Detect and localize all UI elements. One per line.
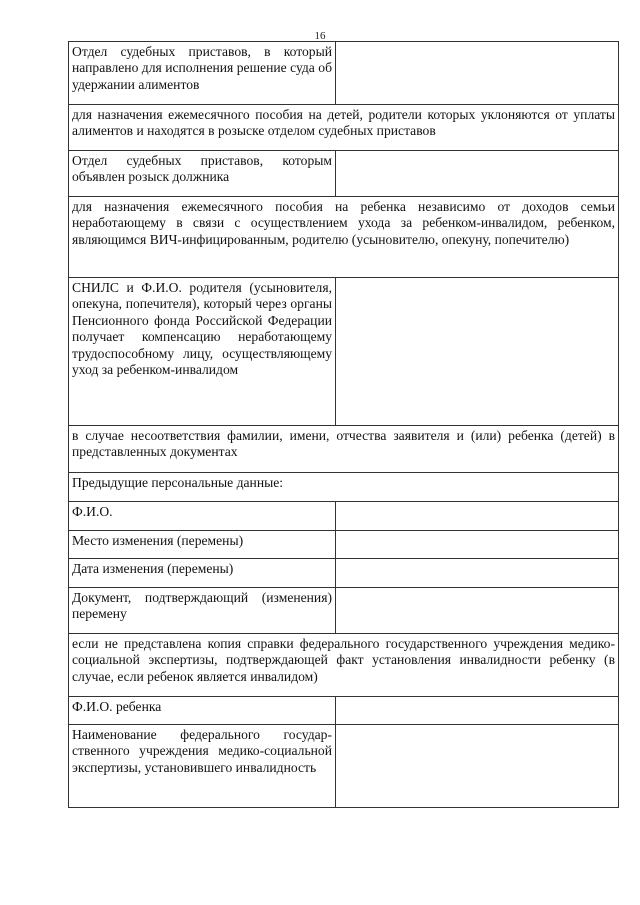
section-disability-certificate-text: если не представлена копия справки федерального государственного учреждения медико-социальной экспертизы, подтверждающей факт установления инвалидности ребенку (в случае, если ребенок является инвалидом) — [69, 634, 619, 697]
label-change-place: Место изменения (перемены) — [69, 531, 336, 559]
label-child-fio: Ф.И.О. ребенка — [69, 697, 336, 725]
row-previous-fio — [69, 502, 619, 531]
application-form-table — [68, 41, 619, 808]
row-bailiff-search — [69, 151, 619, 197]
row-change-date — [69, 559, 619, 588]
field-change-date[interactable] — [336, 559, 619, 588]
section-name-mismatch-text: в случае несоответствия фамилии, имени, отчества заявителя и (или) ребенка (детей) в представленных документах — [69, 426, 619, 473]
section-previous-personal-data — [69, 473, 619, 502]
row-snils-parent — [69, 278, 619, 426]
page-number: 16 — [314, 30, 326, 42]
field-bailiff-search[interactable] — [336, 151, 619, 197]
label-bailiff-execution: Отдел судебных приставов, в который направлено для исполнения решение суда об удержании алиментов — [69, 42, 336, 105]
row-change-place — [69, 531, 619, 559]
section-disabled-child-care-text: для назначения ежемесячного пособия на ребенка независимо от доходов семьи неработающему в связи с осуществлением ухода за ребенком-инвалидом, ребенком, являющимся ВИЧ-инфицированным, родителю (усыновителю, опекуну, попечителю) — [69, 197, 619, 278]
row-child-fio — [69, 697, 619, 725]
field-mse-institution[interactable] — [336, 725, 619, 808]
row-mse-institution — [69, 725, 619, 808]
label-change-date: Дата изменения (перемены) — [69, 559, 336, 588]
field-change-document[interactable] — [336, 588, 619, 634]
field-change-place[interactable] — [336, 531, 619, 559]
section-alimony-evasion — [69, 105, 619, 151]
label-mse-institution: Наименование федерального государ-ственного учреждения медико-социальной экспертизы, установившего инвалидность — [69, 725, 336, 808]
field-child-fio[interactable] — [336, 697, 619, 725]
field-snils-parent[interactable] — [336, 278, 619, 426]
section-alimony-evasion-text: для назначения ежемесячного пособия на детей, родители которых уклоняются от уплаты алиментов и находятся в розыске отделом судебных приставов — [69, 105, 619, 151]
row-bailiff-execution — [69, 42, 619, 105]
section-disability-certificate — [69, 634, 619, 697]
label-change-document: Документ, подтверждающий (изменения) перемену — [69, 588, 336, 634]
previous-personal-data-heading: Предыдущие персональные данные: — [69, 473, 619, 502]
label-bailiff-search: Отдел судебных приставов, которым объявлен розыск должника — [69, 151, 336, 197]
field-bailiff-execution[interactable] — [336, 42, 619, 105]
label-snils-parent: СНИЛС и Ф.И.О. родителя (усыновителя, опекуна, попечителя), который через органы Пенсионного фонда Российской Федерации получает компенсацию неработающему трудоспособному лицу, осуществляющему уход за ребенком-инвалидом — [69, 278, 336, 426]
section-disabled-child-care — [69, 197, 619, 278]
row-change-document — [69, 588, 619, 634]
section-name-mismatch — [69, 426, 619, 473]
label-previous-fio: Ф.И.О. — [69, 502, 336, 531]
field-previous-fio[interactable] — [336, 502, 619, 531]
